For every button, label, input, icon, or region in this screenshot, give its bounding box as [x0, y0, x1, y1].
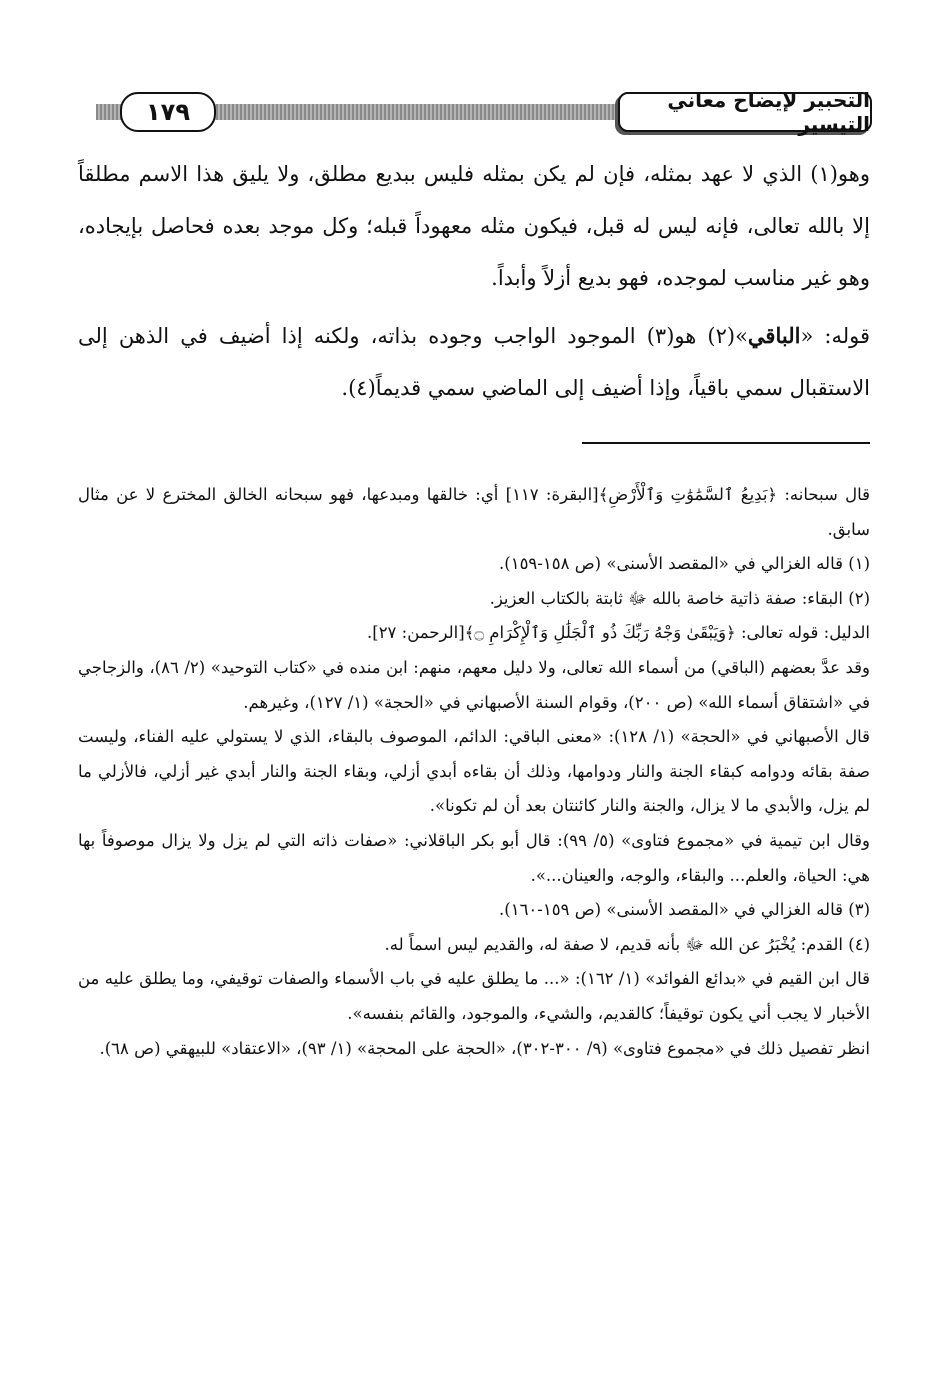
footnote-line: (٤) القدم: يُخْبَرُ عن الله ﷻ بأنه قديم، لا صفة له، والقديم ليس اسماً له.: [384, 934, 870, 954]
book-title: التحبير لإيضاح معاني التيسير: [618, 92, 872, 132]
quote-open: قوله: «: [800, 324, 870, 348]
footnote-line: (٢) البقاء: صفة ذاتية خاصة بالله ﷻ ثابتة بالكتاب العزيز.: [489, 588, 870, 608]
main-paragraph: وهو(١) الذي لا عهد بمثله، فإن لم يكن بمثله فليس ببديع مطلق، ولا يليق هذا الاسم مطلقاً إلا بالله تعالى، فإنه ليس له قبل، فيكون مثله معهوداً قبله؛ وكل موجد بعده فحاصل بإيجاده، وهو غير مناسب لموجده، فهو بديع أزلاً وأبداً.: [78, 162, 870, 290]
footnote-line: (٣) قاله الغزالي في «المقصد الأسنى» (ص ١٥٩-١٦٠).: [499, 900, 870, 920]
main-paragraph: [78, 310, 870, 414]
footnote-line: وقد عدَّ بعضهم (الباقي) من أسماء الله تعالى، ولا دليل معهم، منهم: ابن منده في «كتاب التوحيد» (٢/ ٨٦)، والزجاجي في «اشتقاق أسماء الله» (ص ٢٠٠)، وقوام السنة الأصبهاني في «الحجة» (١/ ١٢٧)، وغيرهم.: [78, 657, 870, 712]
footnote-line: (١) قاله الغزالي في «المقصد الأسنى» (ص ١٥٨-١٥٩).: [499, 554, 870, 574]
footnote-line: قال سبحانه: ﴿بَدِيعُ ٱلسَّمَٰوَٰتِ وَٱلْأَرْضِ﴾[البقرة: ١١٧] أي: خالقها ومبدعها، فهو سبحانه الخالق المخترع لا عن مثال سابق.: [78, 485, 870, 539]
term-al-baqi: الباقي: [747, 323, 801, 348]
footnote-separator: [582, 442, 870, 444]
footnote-line: قال الأصبهاني في «الحجة» (١/ ١٢٨): «معنى الباقي: الدائم، الموصوف بالبقاء، الذي لا يستولي عليه الفناء، وليست صفة بقائه ودوامه كبقاء الجنة والنار ودوامها، وذلك أن بقاءه أبدي أزلي، وبقاء الجنة والنار أبدي غير أزلي، فالأزلي ما لم يزل، والأبدي ما لا يزال، والجنة والنار كائنتان بعد أن لم تكونا».: [78, 727, 870, 816]
footnote-line: انظر تفصيل ذلك في «مجموع فتاوى» (٩/ ٣٠٠-٣٠٢)، «الحجة على المحجة» (١/ ٩٣)، «الاعتقاد» للبيهقي (ص ٦٨).: [99, 1038, 870, 1058]
footnote-line: الدليل: قوله تعالى: ﴿وَيَبْقَىٰ وَجْهُ رَبِّكَ ذُو ٱلْجَلَٰلِ وَٱلْإِكْرَامِ ۝﴾[الرحمن: ٢٧].: [367, 623, 870, 643]
footnote-line: وقال ابن تيمية في «مجموع فتاوى» (٥/ ٩٩): قال أبو بكر الباقلاني: «صفات ذاته التي لم يزل ولا يزال موصوفاً بها هي: الحياة، والعلم... والبقاء، والوجه، والعينان...».: [78, 830, 870, 885]
page-number: ١٧٩: [120, 92, 216, 132]
footnote-line: قال ابن القيم في «بدائع الفوائد» (١/ ١٦٢): «... ما يطلق عليه في باب الأسماء والصفات توقيفي، وما يطلق عليه من الأخبار لا يجب أني يكون توقيفاً؛ كالقديم، والشيء، والموجود، والقائم بنفسه».: [78, 969, 871, 1023]
footnotes: [78, 478, 870, 1066]
page-header: [96, 88, 872, 142]
paragraph-rest: »(٢) هو(٣) الموجود الواجب وجوده بذاته، ولكنه إذا أضيف في الذهن إلى الاستقبال سمي باقياً، وإذا أضيف إلى الماضي سمي قديماً(٤).: [78, 324, 870, 400]
main-text: [78, 148, 870, 414]
